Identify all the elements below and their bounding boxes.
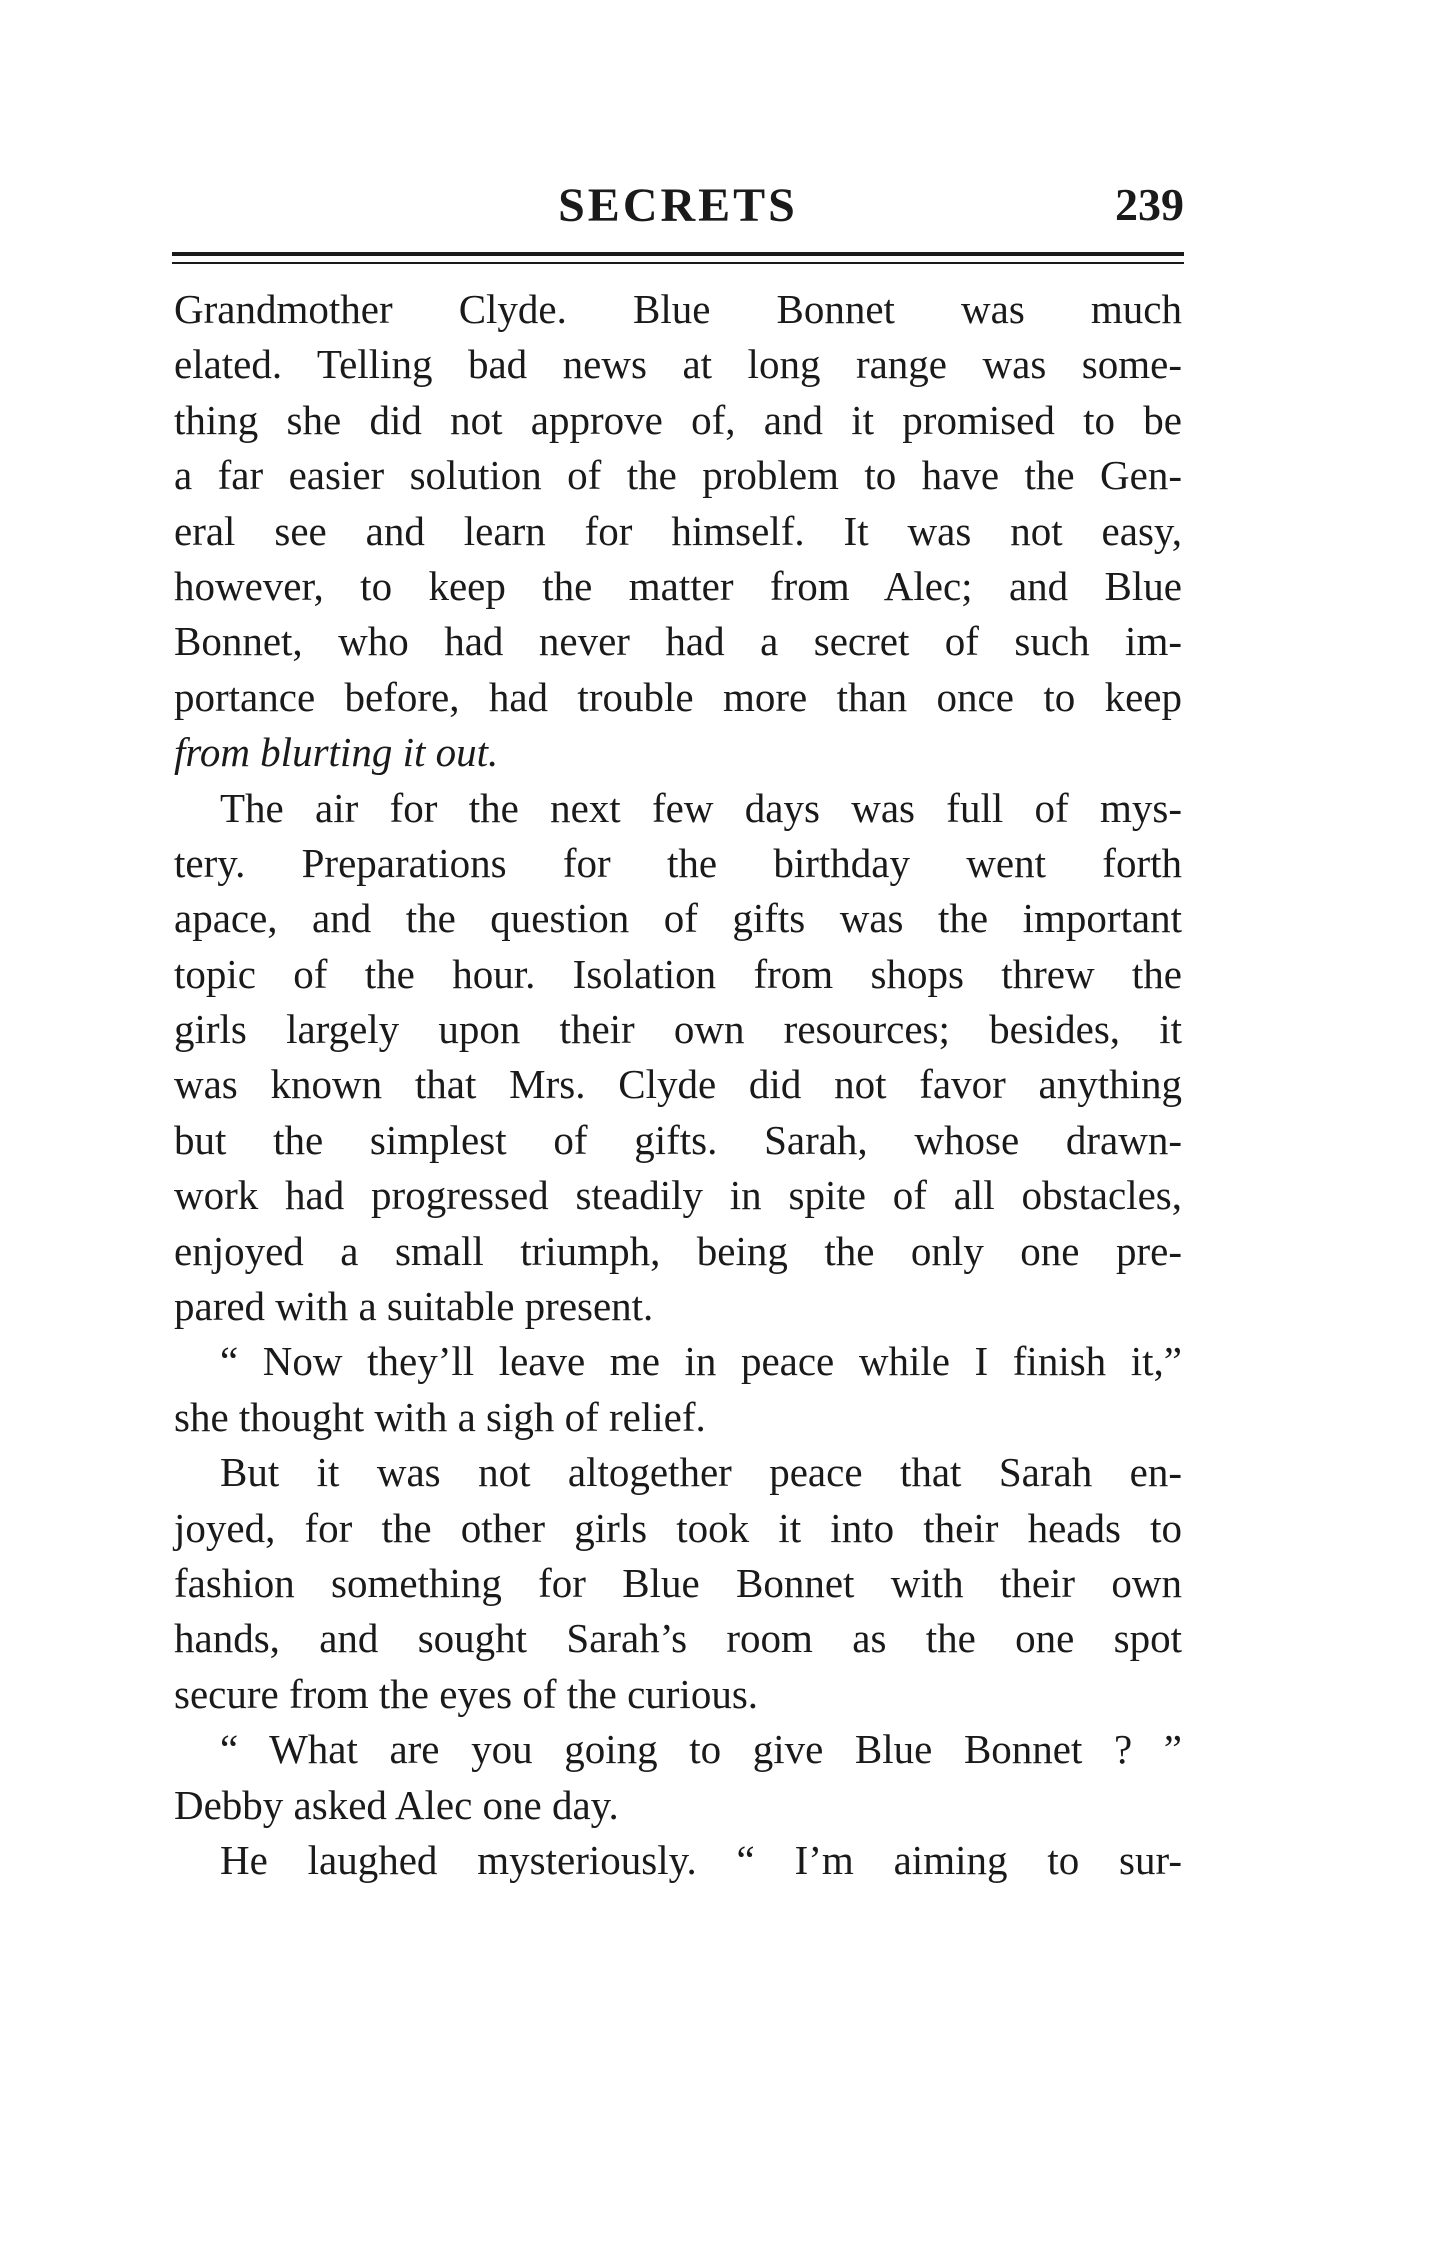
text-line: portance before, had trouble more than once to keep bbox=[174, 673, 1182, 720]
text-line: apace, and the question of gifts was the important bbox=[174, 895, 1182, 942]
text-line: fashion something for Blue Bonnet with their own bbox=[174, 1559, 1182, 1606]
text-line: joyed, for the other girls took it into their heads to bbox=[174, 1504, 1182, 1551]
text-line: she thought with a sigh of relief. bbox=[174, 1393, 706, 1440]
text-line: The air for the next few days was full of mys- bbox=[220, 784, 1182, 831]
running-title: SECRETS bbox=[558, 179, 798, 232]
body-text bbox=[174, 282, 1182, 1888]
text-line: hands, and sought Sarah’s room as the one spot bbox=[174, 1615, 1182, 1662]
text-line: eral see and learn for himself. It was not easy, bbox=[174, 507, 1182, 554]
text-line: “ What are you going to give Blue Bonnet ? ” bbox=[220, 1726, 1182, 1773]
text-line: pared with a suitable present. bbox=[174, 1283, 654, 1330]
text-line: secure from the eyes of the curious. bbox=[174, 1670, 759, 1717]
text-line: Bonnet, who had never had a secret of such im- bbox=[174, 618, 1182, 665]
page-number: 239 bbox=[1115, 179, 1184, 230]
text-line: however, to keep the matter from Alec; and Blue bbox=[174, 562, 1182, 609]
text-line: tery. Preparations for the birthday went forth bbox=[174, 839, 1182, 886]
text-line: Debby asked Alec one day. bbox=[174, 1781, 619, 1828]
text-line: was known that Mrs. Clyde did not favor anything bbox=[174, 1061, 1182, 1108]
text-line: Grandmother Clyde. Blue Bonnet was much bbox=[174, 286, 1182, 332]
header-rule-thin bbox=[172, 262, 1184, 264]
text-line: He laughed mysteriously. “ I’m aiming to sur- bbox=[220, 1836, 1182, 1883]
text-line: thing she did not approve of, and it promised to be bbox=[174, 396, 1182, 443]
text-line: girls largely upon their own resources; besides, it bbox=[174, 1006, 1182, 1053]
text-line: but the simplest of gifts. Sarah, whose drawn- bbox=[174, 1116, 1182, 1163]
text-line: enjoyed a small triumph, being the only one pre- bbox=[174, 1227, 1182, 1274]
text-line: from blurting it out. bbox=[174, 729, 499, 776]
text-line: But it was not altogether peace that Sarah en- bbox=[220, 1449, 1182, 1496]
text-line: work had progressed steadily in spite of all obstacles, bbox=[174, 1172, 1182, 1219]
text-line: “ Now they’ll leave me in peace while I finish it,” bbox=[220, 1338, 1182, 1385]
text-line: a far easier solution of the problem to have the Gen- bbox=[174, 452, 1182, 499]
text-line: elated. Telling bad news at long range was some- bbox=[174, 341, 1182, 388]
page-header bbox=[172, 172, 1184, 242]
header-rule-thick bbox=[172, 252, 1184, 256]
text-line: topic of the hour. Isolation from shops threw the bbox=[174, 950, 1182, 997]
